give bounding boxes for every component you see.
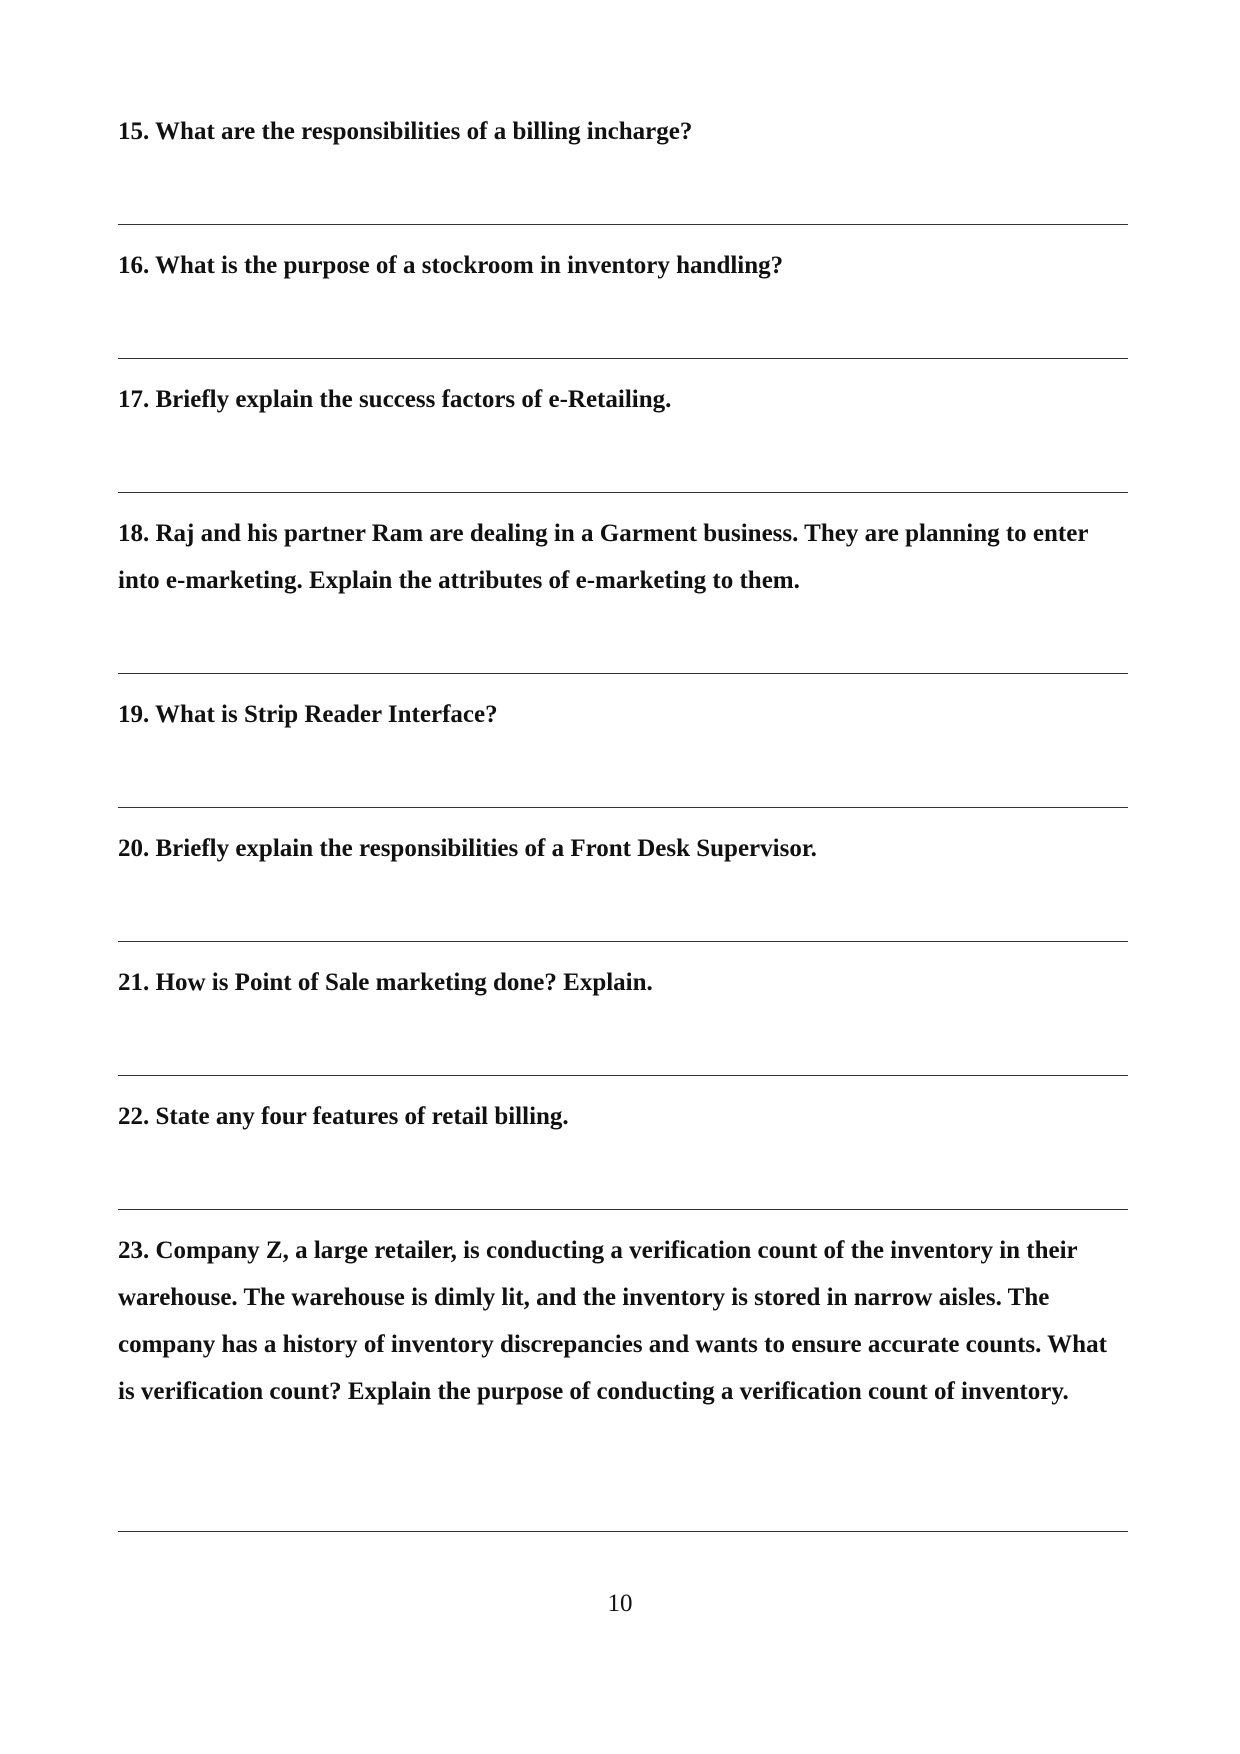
question-23: 23. Company Z, a large retailer, is conducting a verification count of the inventory in their warehouse. The warehouse is dimly lit, and the inventory is stored in narrow aisles. The company has a history of inventory discrepancies and wants to ensure accurate counts. What is verification count? Explain the purpose of conducting a verification count of inventory. — [118, 1237, 1107, 1405]
question-19: 19. What is Strip Reader Interface? — [118, 701, 498, 728]
answer-divider — [118, 1075, 1128, 1076]
question-18: 18. Raj and his partner Ram are dealing in a Garment business. They are planning to enter into e-marketing. Explain the attributes of e-marketing to them. — [118, 520, 1088, 594]
answer-divider — [118, 673, 1128, 674]
answer-divider — [118, 941, 1128, 942]
answer-divider — [118, 224, 1128, 225]
answer-divider — [118, 807, 1128, 808]
question-20: 20. Briefly explain the responsibilities of a Front Desk Supervisor. — [118, 835, 817, 862]
question-22: 22. State any four features of retail billing. — [118, 1103, 569, 1130]
answer-divider — [118, 1209, 1128, 1210]
question-16: 16. What is the purpose of a stockroom in inventory handling? — [118, 252, 784, 279]
answer-divider — [118, 492, 1128, 493]
question-21: 21. How is Point of Sale marketing done? Explain. — [118, 969, 653, 996]
question-15: 15. What are the responsibilities of a billing incharge? — [118, 118, 693, 145]
answer-divider — [118, 358, 1128, 359]
answer-divider — [118, 1531, 1128, 1532]
question-17: 17. Briefly explain the success factors of e-Retailing. — [118, 386, 672, 413]
page-number: 10 — [607, 1590, 633, 1617]
